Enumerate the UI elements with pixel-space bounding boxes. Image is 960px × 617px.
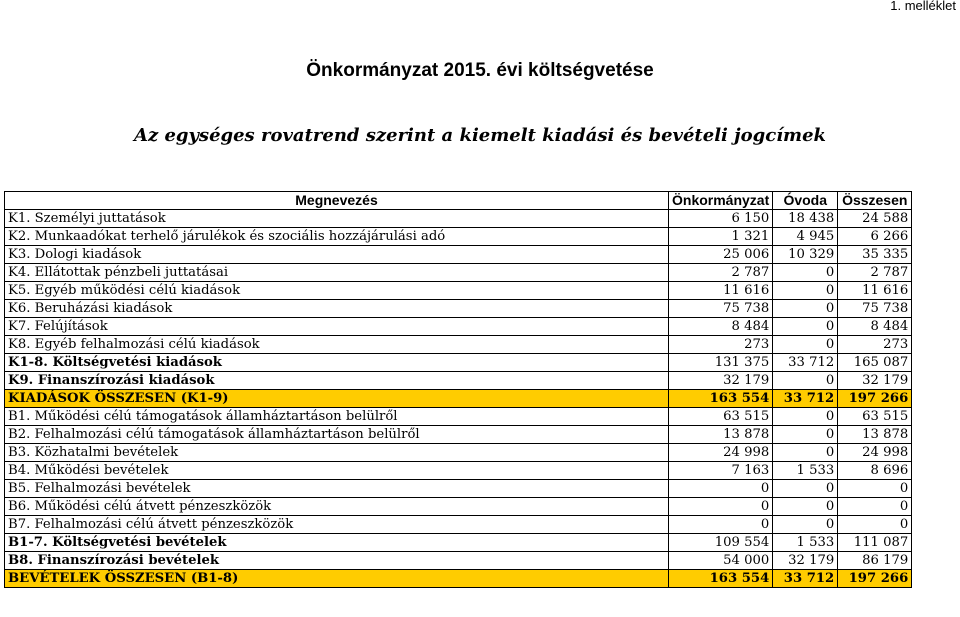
page-subtitle: Az egységes rovatrend szerint a kiemelt kiadási és bevételi jogcímek: [133, 125, 827, 146]
row-total: 0: [838, 516, 912, 534]
table-row: [5, 390, 912, 408]
table-row: [5, 336, 912, 354]
row-total: 32 179: [838, 372, 912, 390]
table-row: [5, 372, 912, 390]
table-row: [5, 246, 912, 264]
row-total: 75 738: [838, 300, 912, 318]
row-municipality: 131 375: [669, 354, 773, 372]
row-total: 11 616: [838, 282, 912, 300]
row-name: B6. Működési célú átvett pénzeszközök: [5, 498, 669, 516]
row-municipality: 273: [669, 336, 773, 354]
row-total: 273: [838, 336, 912, 354]
row-total: 197 266: [838, 390, 912, 408]
row-kindergarten: 0: [773, 498, 838, 516]
row-total: 63 515: [838, 408, 912, 426]
row-kindergarten: 33 712: [773, 354, 838, 372]
header-kindergarten: Óvoda: [773, 192, 838, 210]
table-row: [5, 462, 912, 480]
row-municipality: 2 787: [669, 264, 773, 282]
row-name: K9. Finanszírozási kiadások: [5, 372, 669, 390]
row-municipality: 63 515: [669, 408, 773, 426]
row-kindergarten: 32 179: [773, 552, 838, 570]
row-name: K4. Ellátottak pénzbeli juttatásai: [5, 264, 669, 282]
row-total: 2 787: [838, 264, 912, 282]
row-kindergarten: 0: [773, 426, 838, 444]
row-municipality: 75 738: [669, 300, 773, 318]
row-kindergarten: 0: [773, 264, 838, 282]
table-row: [5, 408, 912, 426]
row-total: 111 087: [838, 534, 912, 552]
table-header-row: [5, 192, 912, 210]
row-name: B4. Működési bevételek: [5, 462, 669, 480]
page-title: Önkormányzat 2015. évi költségvetése: [306, 60, 654, 81]
row-municipality: 163 554: [669, 390, 773, 408]
row-total: 197 266: [838, 570, 912, 588]
row-total: 0: [838, 480, 912, 498]
row-name: K1-8. Költségvetési kiadások: [5, 354, 669, 372]
row-name: K5. Egyéb működési célú kiadások: [5, 282, 669, 300]
table-row: [5, 354, 912, 372]
row-total: 165 087: [838, 354, 912, 372]
row-kindergarten: 33 712: [773, 570, 838, 588]
table-row: [5, 570, 912, 588]
table-row: [5, 318, 912, 336]
row-kindergarten: 10 329: [773, 246, 838, 264]
row-kindergarten: 1 533: [773, 462, 838, 480]
row-name: KIADÁSOK ÖSSZESEN (K1-9): [5, 390, 669, 408]
row-kindergarten: 4 945: [773, 228, 838, 246]
row-name: B2. Felhalmozási célú támogatások államháztartáson belülről: [5, 426, 669, 444]
table-row: [5, 516, 912, 534]
row-municipality: 109 554: [669, 534, 773, 552]
row-total: 0: [838, 498, 912, 516]
row-total: 13 878: [838, 426, 912, 444]
row-name: K2. Munkaadókat terhelő járulékok és szociális hozzájárulási adó: [5, 228, 669, 246]
row-name: B7. Felhalmozási célú átvett pénzeszközök: [5, 516, 669, 534]
row-kindergarten: 0: [773, 318, 838, 336]
row-total: 35 335: [838, 246, 912, 264]
row-municipality: 8 484: [669, 318, 773, 336]
table-row: [5, 534, 912, 552]
table-row: [5, 300, 912, 318]
row-name: B3. Közhatalmi bevételek: [5, 444, 669, 462]
row-name: B5. Felhalmozási bevételek: [5, 480, 669, 498]
row-kindergarten: 0: [773, 282, 838, 300]
row-municipality: 6 150: [669, 210, 773, 228]
row-name: K8. Egyéb felhalmozási célú kiadások: [5, 336, 669, 354]
table-row: [5, 264, 912, 282]
row-total: 24 998: [838, 444, 912, 462]
row-total: 86 179: [838, 552, 912, 570]
row-name: K6. Beruházási kiadások: [5, 300, 669, 318]
row-name: B8. Finanszírozási bevételek: [5, 552, 669, 570]
budget-table: [4, 191, 912, 588]
row-total: 8 696: [838, 462, 912, 480]
row-kindergarten: 0: [773, 480, 838, 498]
row-name: B1-7. Költségvetési bevételek: [5, 534, 669, 552]
row-municipality: 7 163: [669, 462, 773, 480]
row-municipality: 24 998: [669, 444, 773, 462]
row-municipality: 32 179: [669, 372, 773, 390]
row-kindergarten: 1 533: [773, 534, 838, 552]
table-row: [5, 210, 912, 228]
row-municipality: 0: [669, 516, 773, 534]
row-kindergarten: 0: [773, 300, 838, 318]
row-name: BEVÉTELEK ÖSSZESEN (B1-8): [5, 570, 669, 588]
table-row: [5, 426, 912, 444]
row-name: B1. Működési célú támogatások államháztartáson belülről: [5, 408, 669, 426]
header-name: Megnevezés: [5, 192, 669, 210]
row-total: 6 266: [838, 228, 912, 246]
table-row: [5, 498, 912, 516]
row-kindergarten: 0: [773, 372, 838, 390]
table-row: [5, 480, 912, 498]
row-municipality: 163 554: [669, 570, 773, 588]
table-row: [5, 228, 912, 246]
row-kindergarten: 18 438: [773, 210, 838, 228]
row-municipality: 1 321: [669, 228, 773, 246]
row-municipality: 0: [669, 480, 773, 498]
table-row: [5, 552, 912, 570]
row-name: K1. Személyi juttatások: [5, 210, 669, 228]
row-municipality: 54 000: [669, 552, 773, 570]
header-total: Összesen: [838, 192, 912, 210]
row-municipality: 25 006: [669, 246, 773, 264]
row-total: 8 484: [838, 318, 912, 336]
annex-label: 1. melléklet: [890, 0, 956, 13]
row-kindergarten: 33 712: [773, 390, 838, 408]
table-row: [5, 282, 912, 300]
row-kindergarten: 0: [773, 444, 838, 462]
row-municipality: 11 616: [669, 282, 773, 300]
row-name: K3. Dologi kiadások: [5, 246, 669, 264]
row-kindergarten: 0: [773, 336, 838, 354]
row-total: 24 588: [838, 210, 912, 228]
row-kindergarten: 0: [773, 408, 838, 426]
table-row: [5, 444, 912, 462]
row-municipality: 13 878: [669, 426, 773, 444]
row-municipality: 0: [669, 498, 773, 516]
row-kindergarten: 0: [773, 516, 838, 534]
header-municipality: Önkormányzat: [669, 192, 773, 210]
row-name: K7. Felújítások: [5, 318, 669, 336]
